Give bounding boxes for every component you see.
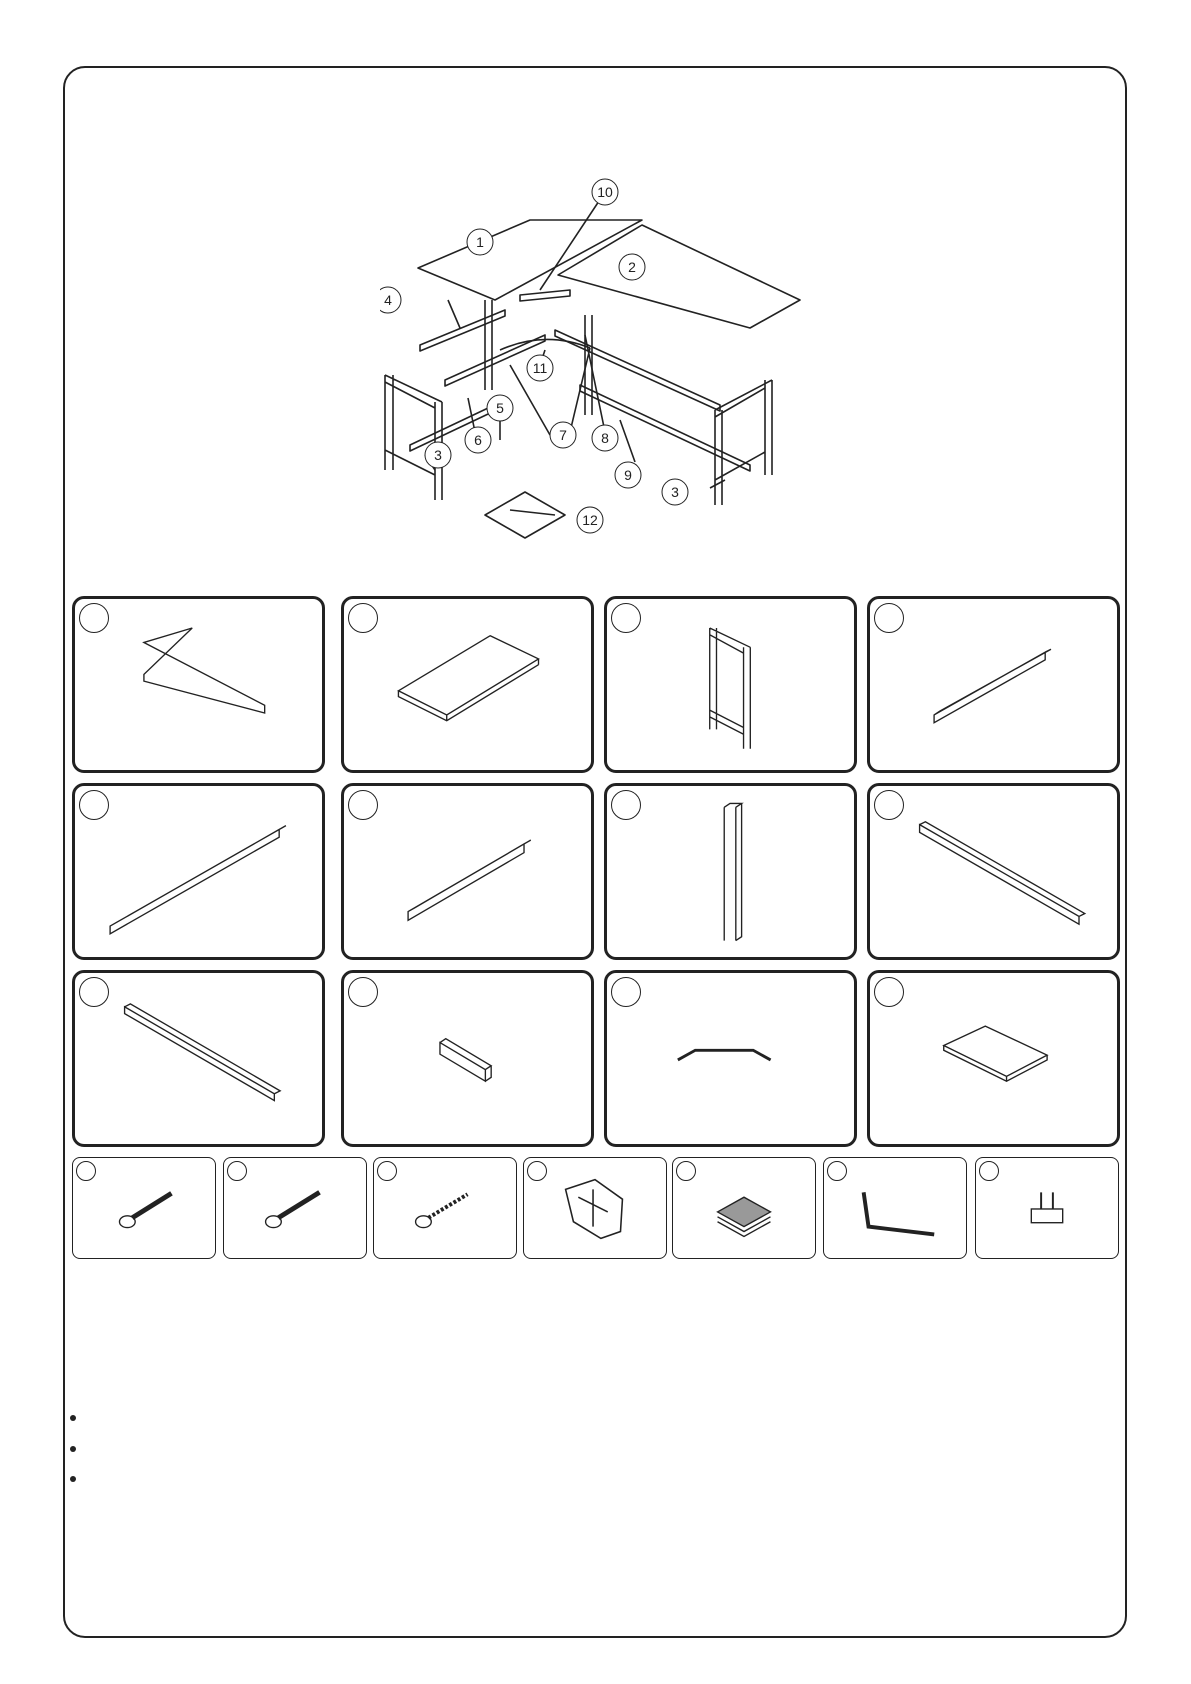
svg-text:1: 1 bbox=[476, 234, 484, 250]
svg-text:11: 11 bbox=[532, 360, 548, 376]
hardware-card-d bbox=[523, 1157, 667, 1259]
part-card-5 bbox=[72, 783, 325, 960]
bolt-icon bbox=[224, 1158, 366, 1258]
svg-text:3: 3 bbox=[671, 484, 679, 500]
part-card-11 bbox=[604, 970, 857, 1147]
note-item bbox=[70, 1476, 76, 1482]
part-2-top-panel bbox=[558, 225, 800, 328]
hardware-card-e bbox=[672, 1157, 816, 1259]
part-card-8 bbox=[867, 783, 1120, 960]
rail-icon bbox=[344, 786, 591, 957]
callout-labels bbox=[380, 179, 688, 533]
hardware-card-c bbox=[373, 1157, 517, 1259]
svg-text:6: 6 bbox=[474, 432, 482, 448]
desk-exploded-diagram bbox=[380, 170, 830, 590]
part-1-top-panel bbox=[418, 220, 642, 300]
svg-text:5: 5 bbox=[496, 400, 504, 416]
svg-text:10: 10 bbox=[597, 184, 613, 200]
svg-text:12: 12 bbox=[582, 512, 598, 528]
svg-text:8: 8 bbox=[601, 430, 609, 446]
hardware-card-f bbox=[823, 1157, 967, 1259]
long-bolt-icon bbox=[73, 1158, 215, 1258]
note-item bbox=[70, 1446, 76, 1452]
part-card-9 bbox=[72, 970, 325, 1147]
svg-text:7: 7 bbox=[559, 427, 567, 443]
svg-text:4: 4 bbox=[384, 292, 392, 308]
part-card-7 bbox=[604, 783, 857, 960]
corner-connector-icon bbox=[524, 1158, 666, 1258]
part-card-12 bbox=[867, 970, 1120, 1147]
leveling-foot-icon bbox=[976, 1158, 1118, 1258]
short-rail-icon bbox=[870, 599, 1117, 770]
part-card-2 bbox=[341, 596, 594, 773]
part-card-6 bbox=[341, 783, 594, 960]
hardware-card-a bbox=[72, 1157, 216, 1259]
long-rail-with-holes-icon bbox=[75, 786, 322, 957]
bent-bracket-icon bbox=[607, 973, 854, 1144]
part-card-3 bbox=[604, 596, 857, 773]
hardware-card-g bbox=[975, 1157, 1119, 1259]
part-8-rail bbox=[555, 330, 720, 411]
allen-key-icon bbox=[824, 1158, 966, 1258]
corner-top-panel-icon bbox=[75, 599, 322, 770]
short-block-icon bbox=[344, 973, 591, 1144]
part-10-block bbox=[520, 290, 570, 301]
shelf-board-icon bbox=[870, 973, 1117, 1144]
note-item bbox=[70, 1415, 76, 1421]
rectangular-top-panel-icon bbox=[344, 599, 591, 770]
svg-text:2: 2 bbox=[628, 259, 636, 275]
svg-text:3: 3 bbox=[434, 447, 442, 463]
long-rail-right-icon bbox=[870, 786, 1117, 957]
part-card-1 bbox=[72, 596, 325, 773]
felt-pads-icon bbox=[673, 1158, 815, 1258]
part-card-10 bbox=[341, 970, 594, 1147]
hardware-card-b bbox=[223, 1157, 367, 1259]
part-3-left-leg bbox=[385, 375, 442, 500]
part-3-right-leg bbox=[715, 380, 772, 505]
vertical-post-icon bbox=[607, 786, 854, 957]
exploded-assembly-view bbox=[380, 170, 830, 590]
long-bar-icon bbox=[75, 973, 322, 1144]
wood-screw-icon bbox=[374, 1158, 516, 1258]
svg-text:9: 9 bbox=[624, 467, 632, 483]
part-card-4 bbox=[867, 596, 1120, 773]
side-leg-frame-icon bbox=[607, 599, 854, 770]
